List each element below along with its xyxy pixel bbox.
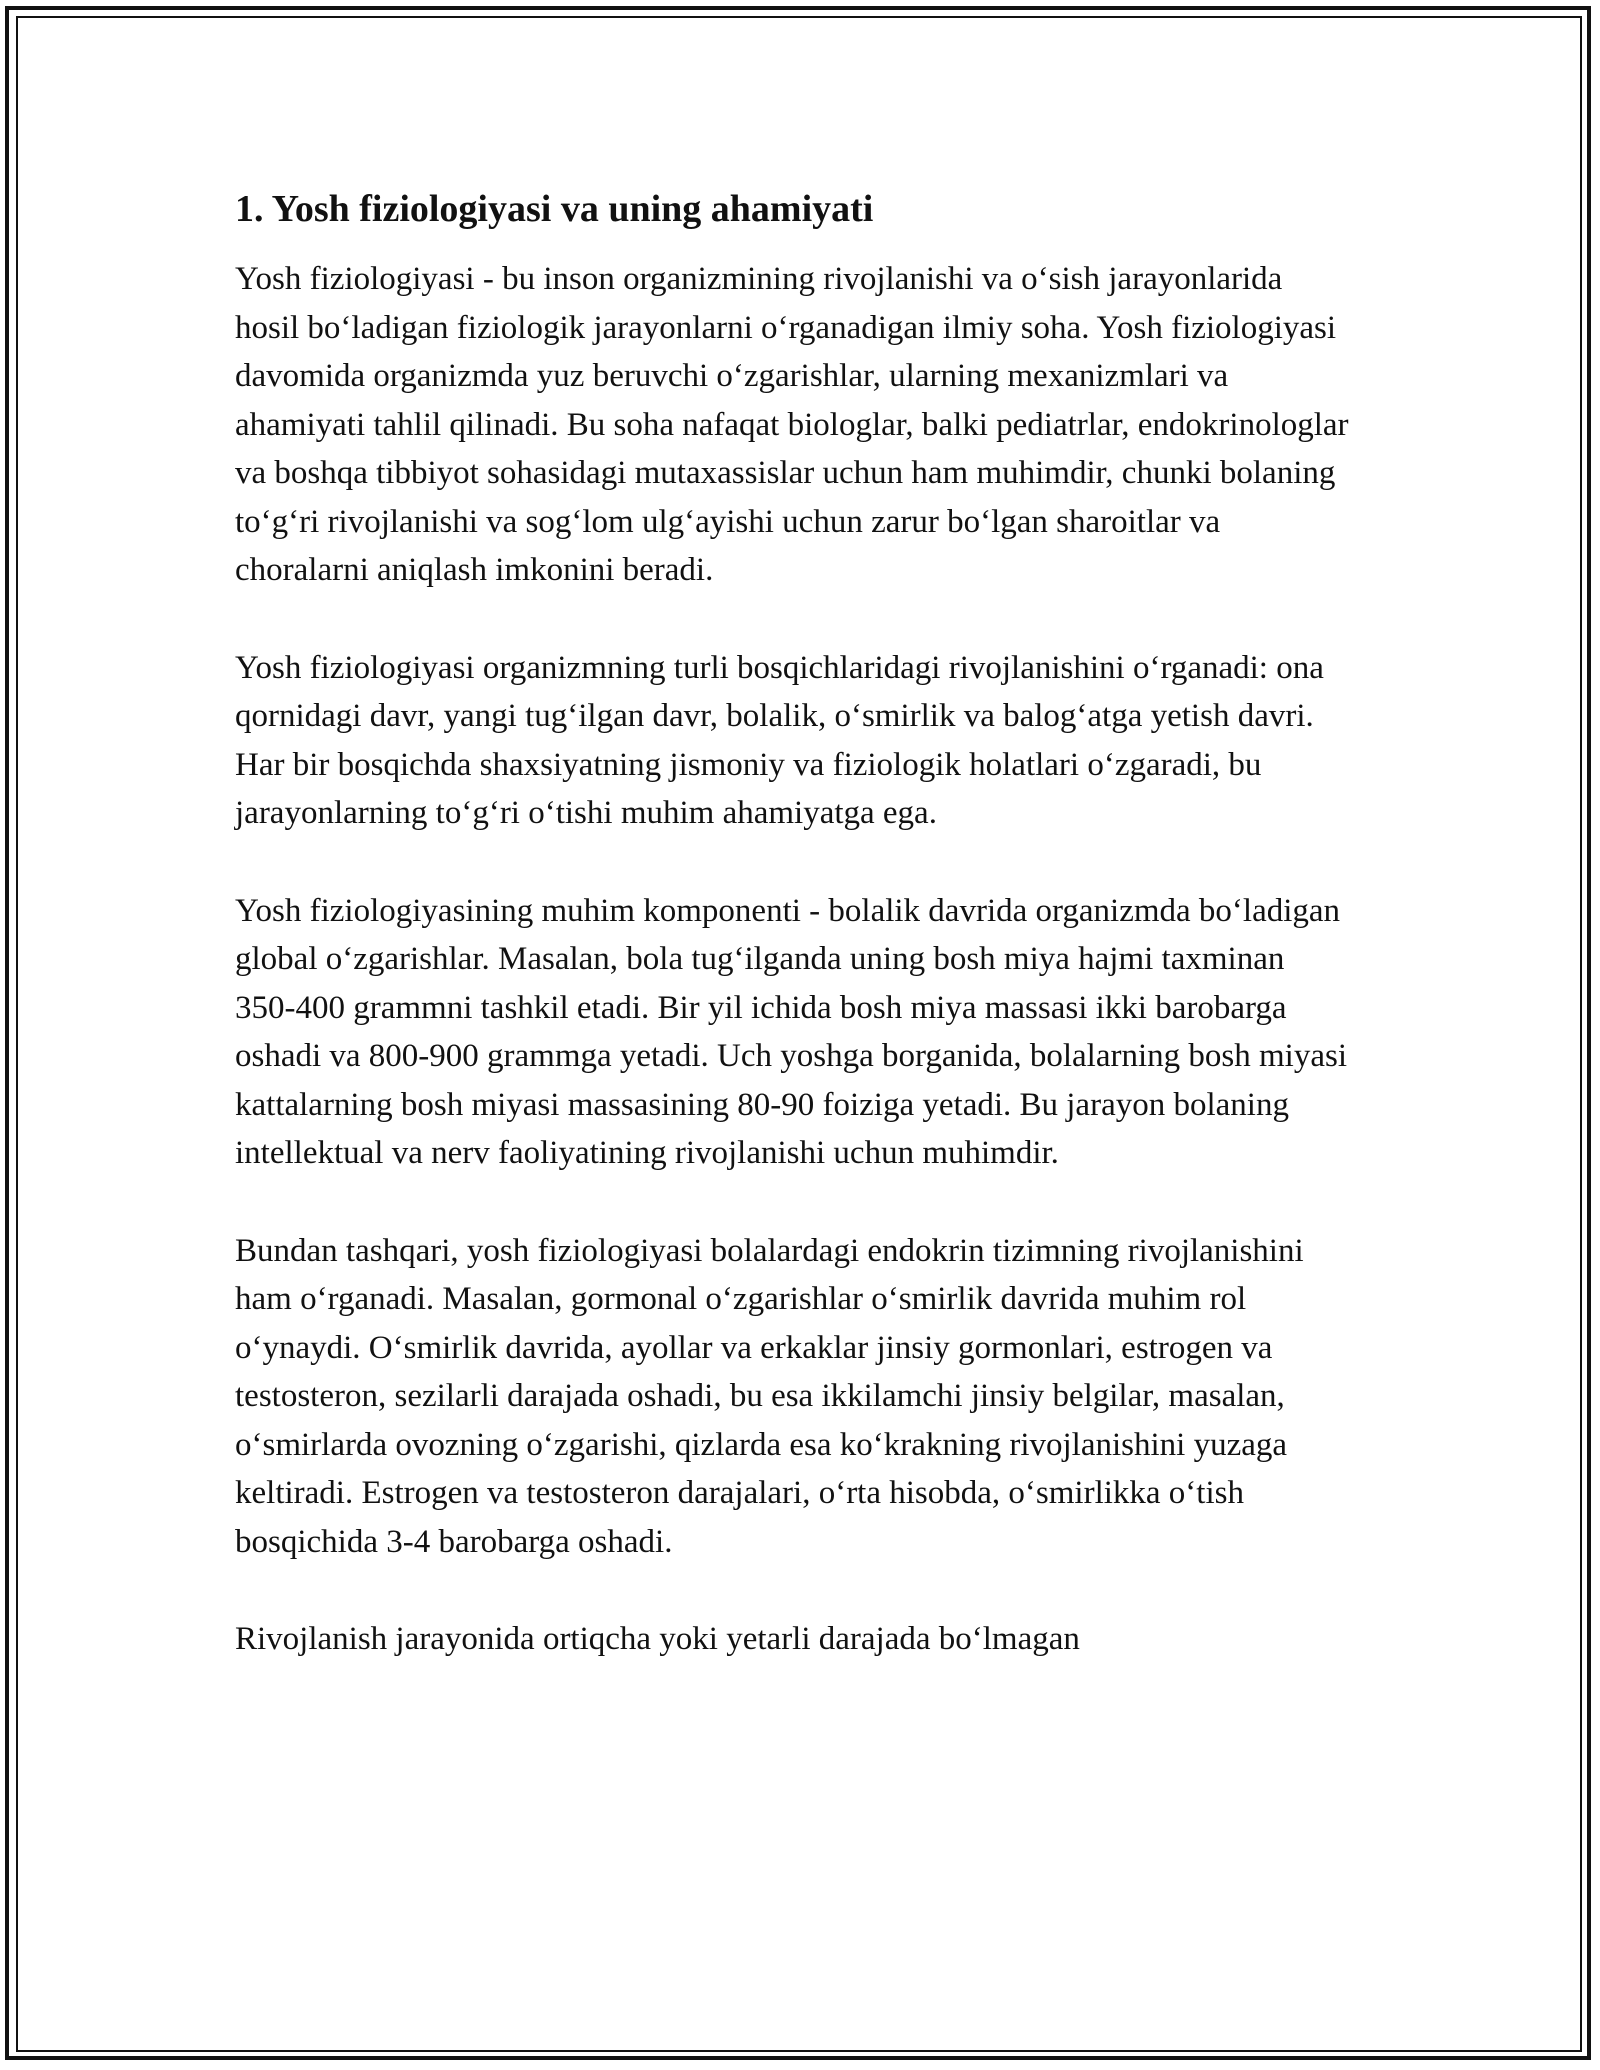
- paragraph-4: Bundan tashqari, yosh fiziologiyasi bolalardagi endokrin tizimning rivojlanishini ham o‘rganadi. Masalan, gormonal o‘zgarishlar o‘smirlik davrida muhim rol o‘ynaydi. O‘smirlik davrida, ayollar va erkaklar jinsiy gormonlari, estrogen va testosteron, sezilarli darajada oshadi, bu esa ikkilamchi jinsiy belgilar, masalan, o‘smirlarda ovozning o‘zgarishi, qizlarda esa ko‘krakning rivojlanishini yuzaga keltiradi. Estrogen va testosteron darajalari, o‘rta hisobda, o‘smirlikka o‘tish bosqichida 3-4 barobarga oshadi.: [235, 1232, 1304, 1560]
- paragraph-5: Rivojlanish jarayonida ortiqcha yoki yetarli darajada bo‘lmagan: [235, 1621, 1080, 1657]
- section-heading: 1. Yosh fiziologiyasi va uning ahamiyati: [235, 188, 874, 230]
- document-body: [235, 185, 1350, 1713]
- paragraph-2: Yosh fiziologiyasi organizmning turli bosqichlaridagi rivojlanishini o‘rganadi: ona qornidagi davr, yangi tug‘ilgan davr, bolalik, o‘smirlik va balog‘atga yetish davri. Har bir bosqichda shaxsiyatning jismoniy va fiziologik holatlari o‘zgaradi, bu jarayonlarning to‘g‘ri o‘tishi muhim ahamiyatga ega.: [235, 649, 1324, 831]
- paragraph-3: Yosh fiziologiyasining muhim komponenti - bolalik davrida organizmda bo‘ladigan global o‘zgarishlar. Masalan, bola tug‘ilganda uning bosh miya hajmi taxminan 350-400 grammni tashkil etadi. Bir yil ichida bosh miya massasi ikki barobarga oshadi va 800-900 grammga yetadi. Uch yoshga borganida, bolalarning bosh miyasi kattalarning bosh miyasi massasining 80-90 foiziga yetadi. Bu jarayon bolaning intellektual va nerv faoliyatining rivojlanishi uchun muhimdir.: [235, 892, 1347, 1171]
- paragraph-1: Yosh fiziologiyasi - bu inson organizmining rivojlanishi va o‘sish jarayonlarida hosil bo‘ladigan fiziologik jarayonlarni o‘rganadigan ilmiy soha. Yosh fiziologiyasi davomida organizmda yuz beruvchi o‘zgarishlar, ularning mexanizmlari va ahamiyati tahlil qilinadi. Bu soha nafaqat biologlar, balki pediatrlar, endokrinologlar va boshqa tibbiyot sohasidagi mutaxassislar uchun ham muhimdir, chunki bolaning to‘g‘ri rivojlanishi va sog‘lom ulg‘ayishi uchun zarur bo‘lgan sharoitlar va choralarni aniqlash imkonini beradi.: [235, 261, 1349, 588]
